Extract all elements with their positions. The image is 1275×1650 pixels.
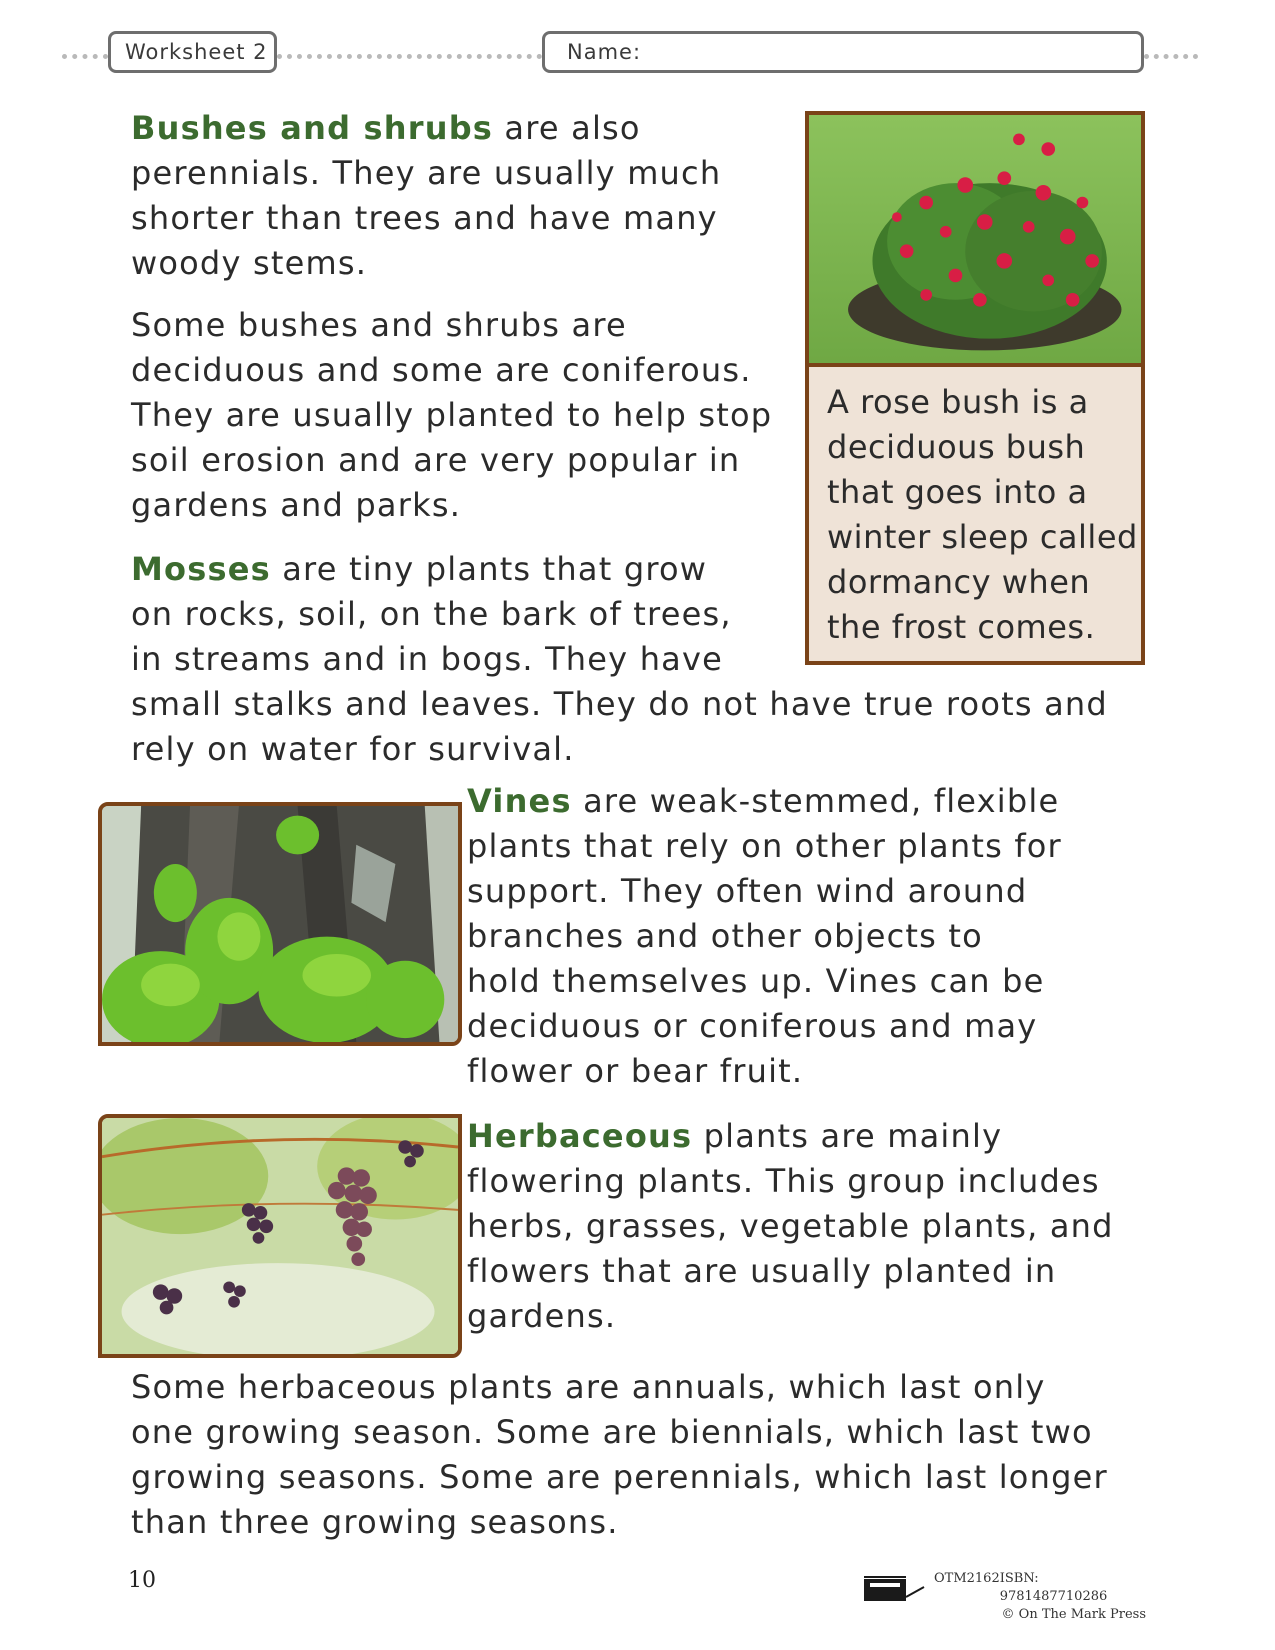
- header-dots-middle: [277, 54, 542, 59]
- header-dots-left: [62, 54, 108, 59]
- herbaceous-line-3: herbs, grasses, vegetable plants, and: [467, 1207, 1114, 1245]
- rose-bush-image: [809, 115, 1141, 363]
- caption-line-2: deciduous bush: [827, 428, 1086, 466]
- mosses-line-2: on rocks, soil, on the bark of trees,: [131, 595, 732, 633]
- herbaceous2-line-4: than three growing seasons.: [131, 1503, 619, 1541]
- mosses-line-4: small stalks and leaves. They do not have true roots and: [131, 685, 1108, 723]
- caption-line-5: dormancy when: [827, 563, 1091, 601]
- bushes2-line-4: soil erosion and are very popular in: [131, 441, 741, 479]
- bushes-line-4: woody stems.: [131, 244, 368, 282]
- herbaceous-keyword: Herbaceous: [467, 1117, 693, 1155]
- bushes-paragraph: [131, 106, 721, 286]
- rose-caption: [827, 380, 1138, 650]
- herbaceous-line-5: gardens.: [467, 1297, 617, 1335]
- moss-photo: [98, 802, 462, 1046]
- bushes-second-paragraph: [131, 303, 772, 528]
- vines-paragraph: [467, 779, 1062, 1094]
- herbaceous-line-2: flowering plants. This group includes: [467, 1162, 1100, 1200]
- bushes-line-1: are also: [493, 109, 641, 147]
- name-field[interactable]: [542, 31, 1144, 73]
- grapevine-photo: [98, 1114, 462, 1358]
- footer-publication-info: [934, 1570, 1146, 1624]
- bushes2-line-3: They are usually planted to help stop: [131, 396, 773, 434]
- rose-caption-box: [805, 364, 1145, 665]
- grapevine-image: [102, 1118, 458, 1354]
- product-code: OTM2162: [934, 1571, 1000, 1586]
- herbaceous2-line-1: Some herbaceous plants are annuals, which last only: [131, 1368, 1046, 1406]
- publisher-logo-icon: [862, 1573, 926, 1605]
- page-number: 10: [128, 1568, 156, 1593]
- caption-line-1: A rose bush is a: [827, 383, 1089, 421]
- vines-line-3: support. They often wind around: [467, 872, 1028, 910]
- publisher: © On The Mark Press: [1001, 1607, 1146, 1622]
- bushes2-line-5: gardens and parks.: [131, 486, 462, 524]
- herbaceous-line-4: flowers that are usually planted in: [467, 1252, 1057, 1290]
- caption-line-6: the frost comes.: [827, 608, 1096, 646]
- rose-bush-photo: [805, 111, 1145, 366]
- caption-line-3: that goes into a: [827, 473, 1088, 511]
- vines-line-5: hold themselves up. Vines can be: [467, 962, 1045, 1000]
- vines-keyword: Vines: [467, 782, 572, 820]
- header-dots-right: [1144, 54, 1198, 59]
- worksheet-label: Worksheet 2: [108, 31, 277, 73]
- mosses-line-1: are tiny plants that grow: [270, 550, 708, 588]
- herbaceous-paragraph: [467, 1114, 1114, 1339]
- bushes-keyword: Bushes and shrubs: [131, 109, 494, 147]
- isbn: ISBN: 9781487710286: [999, 1571, 1108, 1604]
- vines-line-2: plants that rely on other plants for: [467, 827, 1062, 865]
- mosses-keyword: Mosses: [131, 550, 271, 588]
- herbaceous2-line-2: one growing season. Some are biennials, which last two: [131, 1413, 1093, 1451]
- bushes-line-2: perennials. They are usually much: [131, 154, 722, 192]
- vines-line-1: are weak-stemmed, flexible: [571, 782, 1060, 820]
- mosses-line-3: in streams and in bogs. They have: [131, 640, 724, 678]
- name-label: Name:: [567, 40, 642, 64]
- bushes-line-3: shorter than trees and have many: [131, 199, 718, 237]
- herbaceous-line-1: plants are mainly: [692, 1117, 1003, 1155]
- mosses-line-5: rely on water for survival.: [131, 730, 575, 768]
- vines-line-7: flower or bear fruit.: [467, 1052, 804, 1090]
- vines-line-6: deciduous or coniferous and may: [467, 1007, 1038, 1045]
- herbaceous2-line-3: growing seasons. Some are perennials, which last longer: [131, 1458, 1108, 1496]
- bushes2-line-1: Some bushes and shrubs are: [131, 306, 627, 344]
- herbaceous-second-paragraph: [131, 1365, 1108, 1545]
- bushes2-line-2: deciduous and some are coniferous.: [131, 351, 752, 389]
- caption-line-4: winter sleep called: [827, 518, 1138, 556]
- vines-line-4: branches and other objects to: [467, 917, 983, 955]
- moss-image: [102, 806, 458, 1042]
